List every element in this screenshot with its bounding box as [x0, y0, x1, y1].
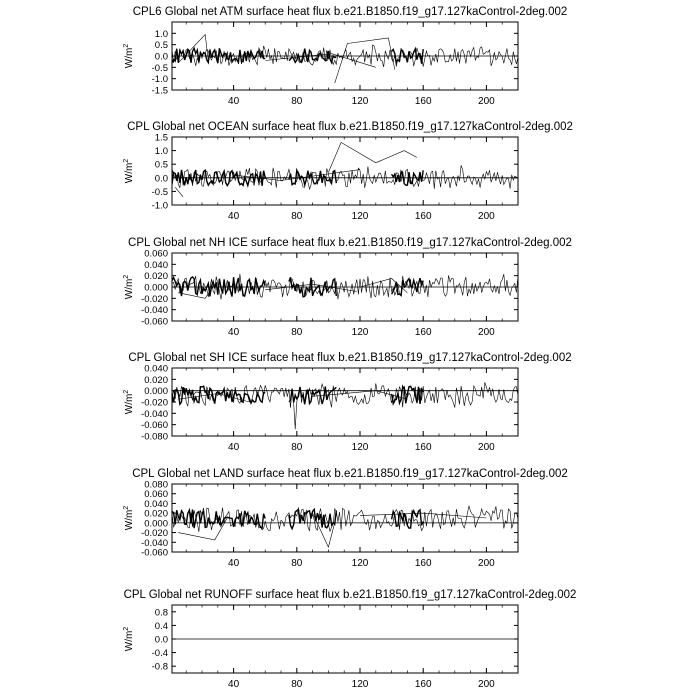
x-tick-label: 120 [351, 211, 369, 222]
y-tick-label: 0.020 [144, 374, 168, 386]
x-tick-label: 160 [414, 679, 432, 690]
y-tick-label: 0.040 [144, 259, 168, 271]
x-tick-label: 80 [291, 211, 303, 222]
x-tick-label: 80 [291, 558, 303, 569]
y-tick-label: -0.060 [141, 547, 168, 559]
y-tick-label: -0.020 [141, 528, 168, 540]
y-tick-label: 0.040 [144, 363, 168, 375]
x-tick-label: 80 [291, 679, 303, 690]
series-line-bold [289, 509, 336, 528]
x-tick-label: 160 [414, 96, 432, 107]
x-tick-label: 160 [414, 442, 432, 453]
y-tick-label: -0.060 [141, 316, 168, 328]
y-tick-label: -0.5 [151, 62, 168, 74]
chart-title: CPL Global net OCEAN surface heat flux b.e21.B1850.f19_g17.127kaControl-2deg.002 [127, 121, 573, 133]
x-tick-label: 40 [228, 96, 240, 107]
x-tick-label: 200 [478, 211, 495, 222]
x-tick-label: 200 [478, 96, 495, 107]
y-axis-label [123, 159, 135, 184]
y-axis-label [123, 506, 135, 531]
y-tick-label: 0.080 [144, 479, 168, 491]
y-tick-label: 0.040 [144, 498, 168, 510]
y-tick-label: -1.0 [151, 74, 168, 86]
y-axis-label-unit: W/m [124, 393, 135, 415]
y-axis-label-exponent: 2 [123, 43, 130, 48]
chart-title: CPL Global net NH ICE surface heat flux b.e21.B1850.f19_g17.127kaControl-2deg.002 [128, 237, 572, 249]
x-tick-label: 200 [478, 558, 495, 569]
y-tick-label: -0.8 [151, 661, 168, 673]
y-axis-label-unit: W/m [124, 162, 135, 184]
series-line-bold [172, 510, 265, 529]
x-tick-label: 120 [351, 679, 369, 690]
y-axis-label-unit: W/m [124, 509, 135, 531]
y-tick-label: -0.040 [141, 537, 168, 549]
y-tick-label: 0.5 [154, 40, 168, 52]
series-group [172, 142, 518, 196]
series-group [172, 274, 518, 300]
chart-panel [123, 121, 573, 222]
series-group [172, 506, 518, 547]
x-tick-label: 160 [414, 327, 432, 338]
y-axis-label-exponent: 2 [123, 626, 130, 631]
chart-title: CPL Global net LAND surface heat flux b.e21.B1850.f19_g17.127kaControl-2deg.002 [132, 468, 568, 480]
y-tick-label: 1.0 [154, 146, 168, 158]
y-tick-label: -1.0 [151, 200, 168, 212]
series-jump [328, 142, 417, 172]
series-group [172, 382, 518, 429]
x-tick-label: 200 [478, 442, 495, 453]
y-tick-label: 1.5 [154, 132, 168, 144]
y-tick-label: 0.020 [144, 508, 168, 520]
y-tick-label: 0.000 [144, 282, 168, 294]
y-axis-label-exponent: 2 [123, 389, 130, 394]
y-axis-label [123, 44, 135, 69]
y-tick-label: -0.040 [141, 408, 168, 420]
y-tick-label: -1.5 [151, 85, 168, 97]
series-jump [175, 187, 183, 197]
x-tick-label: 200 [478, 679, 495, 690]
y-tick-label: 1.0 [154, 28, 168, 40]
series-line [172, 165, 518, 189]
y-tick-label: 0.5 [154, 159, 168, 171]
x-tick-label: 120 [351, 442, 369, 453]
y-tick-label: -0.5 [151, 186, 168, 198]
y-axis-label-exponent: 2 [123, 505, 130, 510]
y-tick-label: -0.080 [141, 431, 168, 443]
series-group [172, 35, 518, 84]
y-axis-label-unit: W/m [124, 630, 135, 652]
y-axis-label-unit: W/m [124, 278, 135, 300]
y-axis-label-exponent: 2 [123, 274, 130, 279]
y-axis-label-exponent: 2 [123, 158, 130, 163]
chart-panel [123, 589, 576, 690]
x-tick-label: 160 [414, 211, 432, 222]
x-tick-label: 120 [351, 327, 369, 338]
y-tick-label: -0.4 [151, 648, 168, 660]
x-tick-label: 80 [291, 96, 303, 107]
y-tick-label: 0.060 [144, 489, 168, 501]
y-axis-label [123, 627, 135, 652]
y-tick-label: -0.040 [141, 305, 168, 317]
x-tick-label: 120 [351, 558, 369, 569]
x-tick-label: 40 [228, 327, 240, 338]
x-tick-label: 40 [228, 211, 240, 222]
y-tick-label: 0.8 [154, 607, 168, 619]
x-tick-label: 80 [291, 327, 303, 338]
chart-title: CPL6 Global net ATM surface heat flux b.e21.B1850.f19_g17.127kaControl-2deg.002 [132, 6, 568, 18]
y-tick-label: 0.0 [154, 51, 168, 63]
chart-title: CPL Global net RUNOFF surface heat flux b.e21.B1850.f19_g17.127kaControl-2deg.002 [123, 589, 577, 601]
y-axis-label [123, 390, 135, 415]
y-tick-label: 0.020 [144, 271, 168, 283]
x-tick-label: 40 [228, 679, 240, 690]
y-tick-label: -0.020 [141, 397, 168, 409]
x-tick-label: 120 [351, 96, 369, 107]
x-tick-label: 200 [478, 327, 495, 338]
chart-title: CPL Global net SH ICE surface heat flux b.e21.B1850.f19_g17.127kaControl-2deg.002 [128, 352, 572, 364]
y-tick-label: 0.000 [144, 518, 168, 530]
chart-panel [123, 352, 572, 453]
x-tick-label: 40 [228, 558, 240, 569]
chart-panel [123, 237, 572, 338]
y-tick-label: -0.020 [141, 293, 168, 305]
y-axis-label [123, 275, 135, 300]
y-tick-label: -0.060 [141, 420, 168, 432]
x-tick-label: 160 [414, 558, 432, 569]
y-tick-label: 0.000 [144, 386, 168, 398]
x-tick-label: 40 [228, 442, 240, 453]
y-tick-label: 0.060 [144, 248, 168, 260]
chart-panel [123, 468, 568, 569]
y-tick-label: 0.0 [154, 173, 168, 185]
y-axis-label-unit: W/m [124, 47, 135, 69]
x-tick-label: 80 [291, 442, 303, 453]
y-tick-label: 0.4 [154, 620, 168, 632]
y-tick-label: 0.0 [154, 634, 168, 646]
chart-panel [123, 6, 567, 107]
plot-frame [172, 368, 518, 436]
